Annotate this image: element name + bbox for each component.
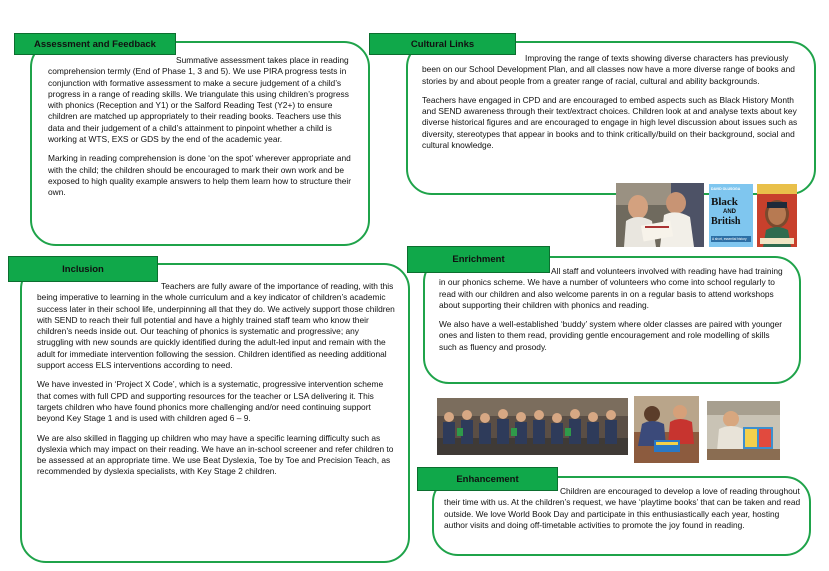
class-group-photo [437,398,628,455]
child-with-books-photo [707,401,780,460]
assessment-text [48,55,354,199]
inclusion-paragraph-1: Teachers are fully aware of the importance of reading, with this being imperative to learning in the whole curriculum and a key indicator of children’s academic success later in their school life, underpinning all that they do. We actively support those children with SEND to reach their full potential and have a highly trained staff team who know their children’s needs inside out. Our teaching of phonics is systematic and progressive; any struggling with new sounds are quickly identified during the adult-led input and remain with the adult for immediate intervention following the session. Children identified as needing additional support access ELS interventions according to need. [37,281,395,371]
reading-on-floor-photo [634,396,699,463]
black-and-british-book-cover [709,184,753,247]
book-title-black: Black [711,196,738,208]
cultural-paragraph-1: Improving the range of texts showing diverse characters has previously been on our School Development Plan, and all classes now have a more diverse range of books and stories by and about people from a greater range of racial, cultural and ability backgrounds. [422,53,795,86]
assessment-paragraph-2: Marking in reading comprehension is done ‘on the spot’ wherever appropriate and with the child; the children should be encouraged to mark their own work and be exposed to high quality example answers to help them learn how to structure their own. [48,153,352,198]
enhancement-text [444,486,804,531]
inclusion-paragraph-2: We have invested in ‘Project X Code’, which is a systematic, progressive intervention scheme that comes with full CPD and supporting resources for the teacher or LSA delivering it. This targets children who have found phonics more challenging and/or need continuing support beyond Key Stage 1 and is used with children aged 6 – 9. [37,379,384,424]
book-subtitle: A short, essential history [711,236,751,242]
cultural-paragraph-2: Teachers have engaged in CPD and are encouraged to embed aspects such as Black History Month and SEND awareness through their text/extract choices. Children look at and analyse texts about key diverse historical figures and are encouraged to engage in high level discussion about issues such as diversity, stereotypes that appear in books and to think critically/build on their background, social and cultural knowledge. [422,94,798,151]
enhancement-heading: Enhancement [417,467,558,491]
enrichment-heading: Enrichment [407,246,550,273]
book-title-and: AND [723,209,736,215]
enrichment-text [439,266,789,353]
inclusion-heading: Inclusion [8,256,158,282]
enhancement-paragraph-1: Children are encouraged to develop a love of reading throughout their time with us. At the children’s request, we have ‘playtime books’ that can be taken and read outside. We love World Book Day and participate in this enthusiastically each year, hosting author visits and doing off-timetable activities to promote the joy found in reading. [444,486,801,530]
enrichment-paragraph-2: We also have a well-established ‘buddy’ system where older classes are paired with younger ones and listen to them read, providing gentle encouragement and role modelling of skills such as fluency and prosody. [439,319,783,352]
book-title-british: British [711,216,741,227]
book-author: DAVID OLUSOGA [711,187,741,191]
inclusion-paragraph-3: We are also skilled in flagging up children who may have a specific learning difficulty such as dyslexia which may impact on their reading. We have an in-school screener and refer children to be assessed at an appropriate time. We use Beat Dyslexia, Toe by Toe and Precision Teach, as recommended by dyslexia specialists, with Key Stage 2 children. [37,432,394,477]
cultural-heading: Cultural Links [369,33,516,55]
assessment-paragraph-1: Summative assessment takes place in reading comprehension termly (End of Phase 1, 3 and 5). We use PIRA progress tests in conjunction with formative assessment to make a secure judgement of a child’s progress in a range of reading skills. We triangulate this using children’s progress with phonics (Reception and Y1) or the Salford Reading Test (Y2+) to ensure children are matched up appropriately to their reading books. Teachers use this data and their judgement of a child’s attainment to pinpoint whether a child is working at WTS, EXS or GDS by the end of the academic year. [48,55,349,145]
illustrated-book-cover [757,184,797,247]
inclusion-text [37,281,397,478]
children-reading-photo [616,183,704,247]
assessment-heading: Assessment and Feedback [14,33,176,55]
enrichment-paragraph-1: All staff and volunteers involved with reading have had training in our phonics scheme. We have a number of volunteers who come into school regularly to read with our children and also welcome parents in on a regular basis to attend workshops about supporting their children with phonics and reading. [439,266,783,310]
cultural-text [422,53,798,151]
